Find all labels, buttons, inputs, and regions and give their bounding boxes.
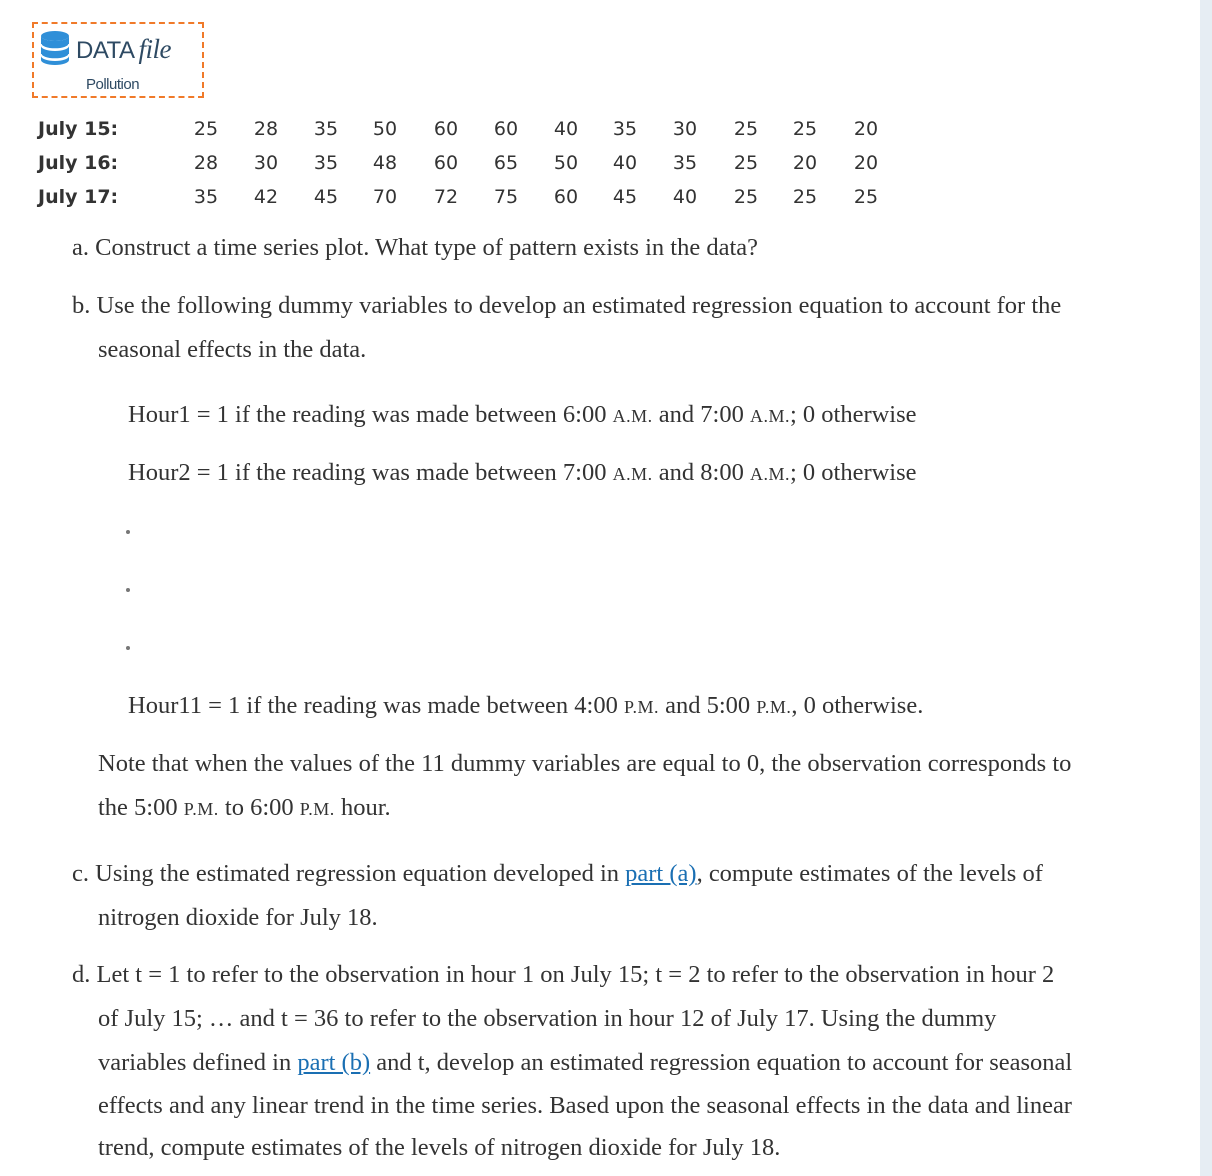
part-b-link[interactable]: part (b): [297, 1049, 371, 1076]
table-cell: 40: [553, 118, 579, 140]
table-cell: 35: [612, 118, 638, 140]
table-cell: 28: [193, 152, 219, 174]
table-cell: 75: [493, 186, 519, 208]
part-d-line2: of July 15; … and t = 36 to refer to the observation in hour 12 of July 17. Using the dummy: [98, 1005, 997, 1032]
part-d-line4: effects and any linear trend in the time series. Based upon the seasonal effects in the data and linear: [98, 1092, 1072, 1119]
part-a: a. Construct a time series plot. What type of pattern exists in the data?: [72, 234, 759, 261]
table-cell: 65: [493, 152, 519, 174]
data-file-name: Pollution: [86, 76, 140, 93]
table-cell: 35: [313, 152, 339, 174]
table-cell: 40: [672, 186, 698, 208]
row-label: July 16:: [38, 152, 119, 174]
table-cell: 30: [672, 118, 698, 140]
table-cell: 35: [672, 152, 698, 174]
database-icon: [40, 30, 70, 66]
part-c-line1: c. Using the estimated regression equation developed in part (a), compute estimates of the levels of: [72, 860, 1043, 887]
table-cell: 25: [733, 118, 759, 140]
part-a-link[interactable]: part (a): [625, 860, 697, 887]
data-table: [38, 118, 898, 220]
data-file-title: DATA file: [76, 34, 171, 64]
table-cell: 45: [313, 186, 339, 208]
row-label: July 15:: [38, 118, 119, 140]
part-c-line2: nitrogen dioxide for July 18.: [98, 904, 378, 931]
note-line1: Note that when the values of the 11 dummy variables are equal to 0, the observation corresponds to: [98, 750, 1072, 777]
table-cell: 35: [313, 118, 339, 140]
table-cell: 42: [253, 186, 279, 208]
ellipsis-dot: [126, 588, 130, 592]
ellipsis-dot: [126, 530, 130, 534]
table-row: [38, 152, 898, 186]
part-b-line2: seasonal effects in the data.: [98, 336, 367, 363]
table-cell: 25: [792, 186, 818, 208]
table-cell: 60: [433, 152, 459, 174]
part-d-line5: trend, compute estimates of the levels of nitrogen dioxide for July 18.: [98, 1134, 781, 1161]
table-cell: 25: [733, 186, 759, 208]
table-cell: 35: [193, 186, 219, 208]
table-cell: 48: [372, 152, 398, 174]
table-cell: 20: [792, 152, 818, 174]
table-cell: 50: [372, 118, 398, 140]
table-cell: 60: [493, 118, 519, 140]
ellipsis-dot: [126, 646, 130, 650]
table-cell: 60: [433, 118, 459, 140]
part-b-line1: b. Use the following dummy variables to develop an estimated regression equation to account for the: [72, 292, 1062, 319]
table-cell: 60: [553, 186, 579, 208]
table-cell: 70: [372, 186, 398, 208]
table-cell: 45: [612, 186, 638, 208]
part-d-line1: d. Let t = 1 to refer to the observation in hour 1 on July 15; t = 2 to refer to the observation in hour 2: [72, 961, 1055, 988]
table-cell: 25: [733, 152, 759, 174]
row-label: July 17:: [38, 186, 119, 208]
table-cell: 72: [433, 186, 459, 208]
table-cell: 20: [853, 152, 879, 174]
hour11-definition: Hour11 = 1 if the reading was made between 4:00 P.M. and 5:00 P.M., 0 otherwise.: [128, 692, 924, 719]
part-d-line3: variables defined in part (b) and t, develop an estimated regression equation to account for seasonal: [98, 1049, 1073, 1076]
data-file-badge[interactable]: [32, 22, 204, 98]
hour2-definition: Hour2 = 1 if the reading was made between 7:00 A.M. and 8:00 A.M.; 0 otherwise: [128, 459, 917, 486]
right-rail: [1200, 0, 1212, 1176]
table-cell: 28: [253, 118, 279, 140]
table-cell: 25: [792, 118, 818, 140]
table-cell: 50: [553, 152, 579, 174]
table-cell: 25: [853, 186, 879, 208]
table-cell: 30: [253, 152, 279, 174]
note-line2: the 5:00 P.M. to 6:00 P.M. hour.: [98, 794, 391, 821]
hour1-definition: Hour1 = 1 if the reading was made between 6:00 A.M. and 7:00 A.M.; 0 otherwise: [128, 401, 917, 428]
table-cell: 20: [853, 118, 879, 140]
table-cell: 25: [193, 118, 219, 140]
table-cell: 40: [612, 152, 638, 174]
table-row: [38, 118, 898, 152]
table-row: [38, 186, 898, 220]
